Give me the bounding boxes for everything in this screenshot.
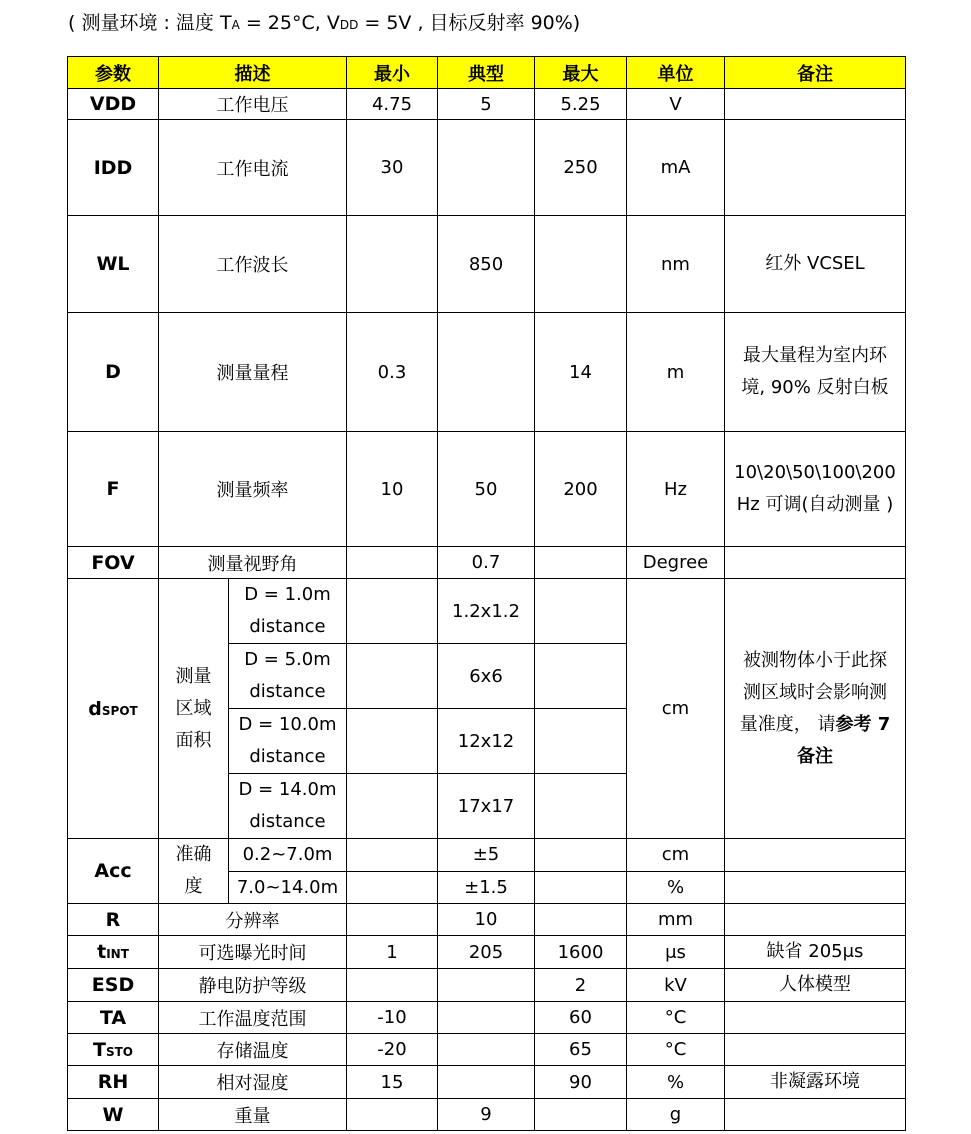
- param-cell: F: [68, 432, 159, 547]
- condition-line: distance: [249, 811, 326, 832]
- min-cell: [347, 1099, 438, 1131]
- unit-cell: m: [627, 313, 725, 432]
- max-cell: 90: [535, 1066, 627, 1099]
- note-cell: [725, 871, 906, 904]
- typ-cell: 17x17: [438, 774, 535, 839]
- note-line: 最大量程为室内环: [743, 345, 887, 366]
- header-max: 最大: [535, 57, 627, 89]
- param-cell: [68, 579, 159, 839]
- table-row: [68, 1066, 906, 1099]
- unit-cell: g: [627, 1099, 725, 1131]
- note-cell: 红外 VCSEL: [725, 216, 906, 313]
- min-cell: 1: [347, 936, 438, 969]
- table-row: [68, 432, 906, 547]
- note-cell: [725, 1034, 906, 1066]
- max-cell: 200: [535, 432, 627, 547]
- condition-cell: [229, 774, 347, 839]
- min-cell: [347, 969, 438, 1002]
- typ-cell: ±1.5: [438, 871, 535, 904]
- header-desc: 描述: [159, 57, 347, 89]
- unit-cell: %: [627, 1066, 725, 1099]
- typ-cell: ±5: [438, 839, 535, 872]
- table-row: [68, 969, 906, 1002]
- min-cell: [347, 774, 438, 839]
- desc-line: 区域: [175, 697, 212, 719]
- condition-line: D = 5.0m: [244, 649, 331, 670]
- min-cell: [347, 579, 438, 644]
- desc-cell: 分辨率: [159, 904, 347, 936]
- max-cell: 65: [535, 1034, 627, 1066]
- header-unit: 单位: [627, 57, 725, 89]
- unit-cell: mm: [627, 904, 725, 936]
- max-cell: [535, 644, 627, 709]
- unit-cell: mA: [627, 120, 725, 216]
- min-cell: -20: [347, 1034, 438, 1066]
- param-cell: R: [68, 904, 159, 936]
- max-cell: [535, 871, 627, 904]
- desc-line: 测量: [175, 665, 212, 687]
- table-row: [68, 216, 906, 313]
- max-cell: 5.25: [535, 89, 627, 120]
- desc-cell: 测量频率: [159, 432, 347, 547]
- desc-line: 准确: [175, 844, 212, 865]
- desc-cell: 工作波长: [159, 216, 347, 313]
- max-cell: [535, 774, 627, 839]
- condition-cell: [229, 644, 347, 709]
- desc-cell: 工作电流: [159, 120, 347, 216]
- desc-cell: 工作电压: [159, 89, 347, 120]
- desc-cell: 重量: [159, 1099, 347, 1131]
- param-cell: [68, 1034, 159, 1066]
- unit-cell: cm: [627, 579, 725, 839]
- min-cell: 30: [347, 120, 438, 216]
- max-cell: [535, 547, 627, 579]
- max-cell: [535, 709, 627, 774]
- typ-cell: 6x6: [438, 644, 535, 709]
- note-line: [725, 709, 905, 741]
- param-main: T: [93, 1038, 106, 1061]
- note-cell: [725, 313, 906, 432]
- typ-cell: 9: [438, 1099, 535, 1131]
- table-row: [68, 1034, 906, 1066]
- desc-cell: 工作温度范围: [159, 1002, 347, 1034]
- min-cell: 10: [347, 432, 438, 547]
- typ-cell: 12x12: [438, 709, 535, 774]
- unit-cell: °C: [627, 1002, 725, 1034]
- condition-cell: [229, 579, 347, 644]
- max-cell: 60: [535, 1002, 627, 1034]
- desc-cell: 测量视野角: [159, 547, 347, 579]
- note-text: 量准度， 请: [739, 713, 836, 735]
- condition-line: D = 10.0m: [238, 714, 337, 735]
- typ-cell: [438, 1066, 535, 1099]
- note-line: 被测物体小于此探: [743, 649, 887, 671]
- desc-cell: [159, 579, 229, 839]
- header-note: 备注: [725, 57, 906, 89]
- note-cell: [725, 904, 906, 936]
- typ-cell: 1.2x1.2: [438, 579, 535, 644]
- unit-cell: V: [627, 89, 725, 120]
- condition-cell: [229, 709, 347, 774]
- table-row: [68, 579, 906, 644]
- param-cell: TA: [68, 1002, 159, 1034]
- typ-cell: [438, 120, 535, 216]
- condition-cell: 7.0~14.0m: [229, 871, 347, 904]
- typ-cell: 50: [438, 432, 535, 547]
- max-cell: [535, 904, 627, 936]
- max-cell: 1600: [535, 936, 627, 969]
- min-cell: 0.3: [347, 313, 438, 432]
- table-row: [68, 904, 906, 936]
- typ-cell: 10: [438, 904, 535, 936]
- max-cell: 2: [535, 969, 627, 1002]
- note-cell: [725, 839, 906, 872]
- note-cell: [725, 89, 906, 120]
- note-line: 境, 90% 反射白板: [741, 377, 889, 398]
- note-cell: 非凝露环境: [725, 1066, 906, 1099]
- table-row: [68, 120, 906, 216]
- unit-cell: Hz: [627, 432, 725, 547]
- note-line: Hz 可调(自动测量 ): [736, 494, 894, 515]
- note-cell: [725, 1002, 906, 1034]
- max-cell: 14: [535, 313, 627, 432]
- note-line: 10\20\50\100\200: [734, 462, 896, 483]
- min-cell: -10: [347, 1002, 438, 1034]
- table-row: [68, 936, 906, 969]
- spec-table: [67, 56, 906, 1131]
- typ-cell: [438, 969, 535, 1002]
- min-cell: [347, 709, 438, 774]
- param-main: t: [97, 941, 107, 963]
- max-cell: [535, 216, 627, 313]
- table-row: [68, 1099, 906, 1131]
- note-bold-text: 参考 7: [835, 713, 891, 735]
- max-cell: [535, 579, 627, 644]
- desc-cell: 相对湿度: [159, 1066, 347, 1099]
- measurement-conditions-caption: ( 测量环境 : 温度 TA = 25°C, VDD = 5V , 目标反射率 90%): [68, 12, 581, 34]
- desc-cell: 静电防护等级: [159, 969, 347, 1002]
- typ-cell: 5: [438, 89, 535, 120]
- param-cell: VDD: [68, 89, 159, 120]
- unit-cell: μs: [627, 936, 725, 969]
- note-cell: [725, 547, 906, 579]
- min-cell: 15: [347, 1066, 438, 1099]
- min-cell: [347, 644, 438, 709]
- desc-cell: 可选曝光时间: [159, 936, 347, 969]
- min-cell: [347, 547, 438, 579]
- table-row: [68, 839, 906, 872]
- param-subscript: STO: [105, 1044, 133, 1059]
- note-cell: 缺省 205μs: [725, 936, 906, 969]
- note-line: 测区域时会影响测: [743, 681, 887, 703]
- note-line: 备注: [797, 745, 833, 767]
- note-cell: [725, 1099, 906, 1131]
- param-cell: IDD: [68, 120, 159, 216]
- param-cell: D: [68, 313, 159, 432]
- min-cell: [347, 904, 438, 936]
- typ-cell: [438, 1002, 535, 1034]
- unit-cell: nm: [627, 216, 725, 313]
- header-param: 参数: [68, 57, 159, 89]
- param-cell: Acc: [68, 839, 159, 904]
- condition-line: distance: [249, 746, 326, 767]
- desc-line: 面积: [175, 729, 212, 751]
- param-cell: FOV: [68, 547, 159, 579]
- table-row: [68, 313, 906, 432]
- unit-cell: kV: [627, 969, 725, 1002]
- unit-cell: °C: [627, 1034, 725, 1066]
- condition-line: D = 1.0m: [244, 584, 331, 605]
- max-cell: [535, 839, 627, 872]
- unit-cell: %: [627, 871, 725, 904]
- condition-cell: 0.2~7.0m: [229, 839, 347, 872]
- param-cell: RH: [68, 1066, 159, 1099]
- note-cell: [725, 432, 906, 547]
- typ-cell: [438, 313, 535, 432]
- max-cell: [535, 1099, 627, 1131]
- desc-cell: 测量量程: [159, 313, 347, 432]
- param-subscript: SPOT: [101, 703, 138, 718]
- table-row: [68, 1002, 906, 1034]
- note-cell: [725, 120, 906, 216]
- param-cell: [68, 936, 159, 969]
- min-cell: [347, 871, 438, 904]
- desc-cell: [159, 839, 229, 904]
- unit-cell: Degree: [627, 547, 725, 579]
- note-cell: 人体模型: [725, 969, 906, 1002]
- param-cell: WL: [68, 216, 159, 313]
- unit-cell: cm: [627, 839, 725, 872]
- param-cell: ESD: [68, 969, 159, 1002]
- typ-cell: [438, 1034, 535, 1066]
- note-cell: [725, 579, 906, 839]
- min-cell: [347, 839, 438, 872]
- header-min: 最小: [347, 57, 438, 89]
- param-main: d: [88, 697, 102, 720]
- typ-cell: 0.7: [438, 547, 535, 579]
- header-typ: 典型: [438, 57, 535, 89]
- condition-line: D = 14.0m: [238, 779, 337, 800]
- desc-line: 度: [184, 876, 203, 897]
- param-cell: W: [68, 1099, 159, 1131]
- desc-cell: 存储温度: [159, 1034, 347, 1066]
- max-cell: 250: [535, 120, 627, 216]
- min-cell: [347, 216, 438, 313]
- header-row: [68, 57, 906, 89]
- condition-line: distance: [249, 681, 326, 702]
- param-subscript: INT: [106, 947, 129, 961]
- condition-line: distance: [249, 616, 326, 637]
- typ-cell: 205: [438, 936, 535, 969]
- table-row: [68, 547, 906, 579]
- table-row: [68, 89, 906, 120]
- min-cell: 4.75: [347, 89, 438, 120]
- typ-cell: 850: [438, 216, 535, 313]
